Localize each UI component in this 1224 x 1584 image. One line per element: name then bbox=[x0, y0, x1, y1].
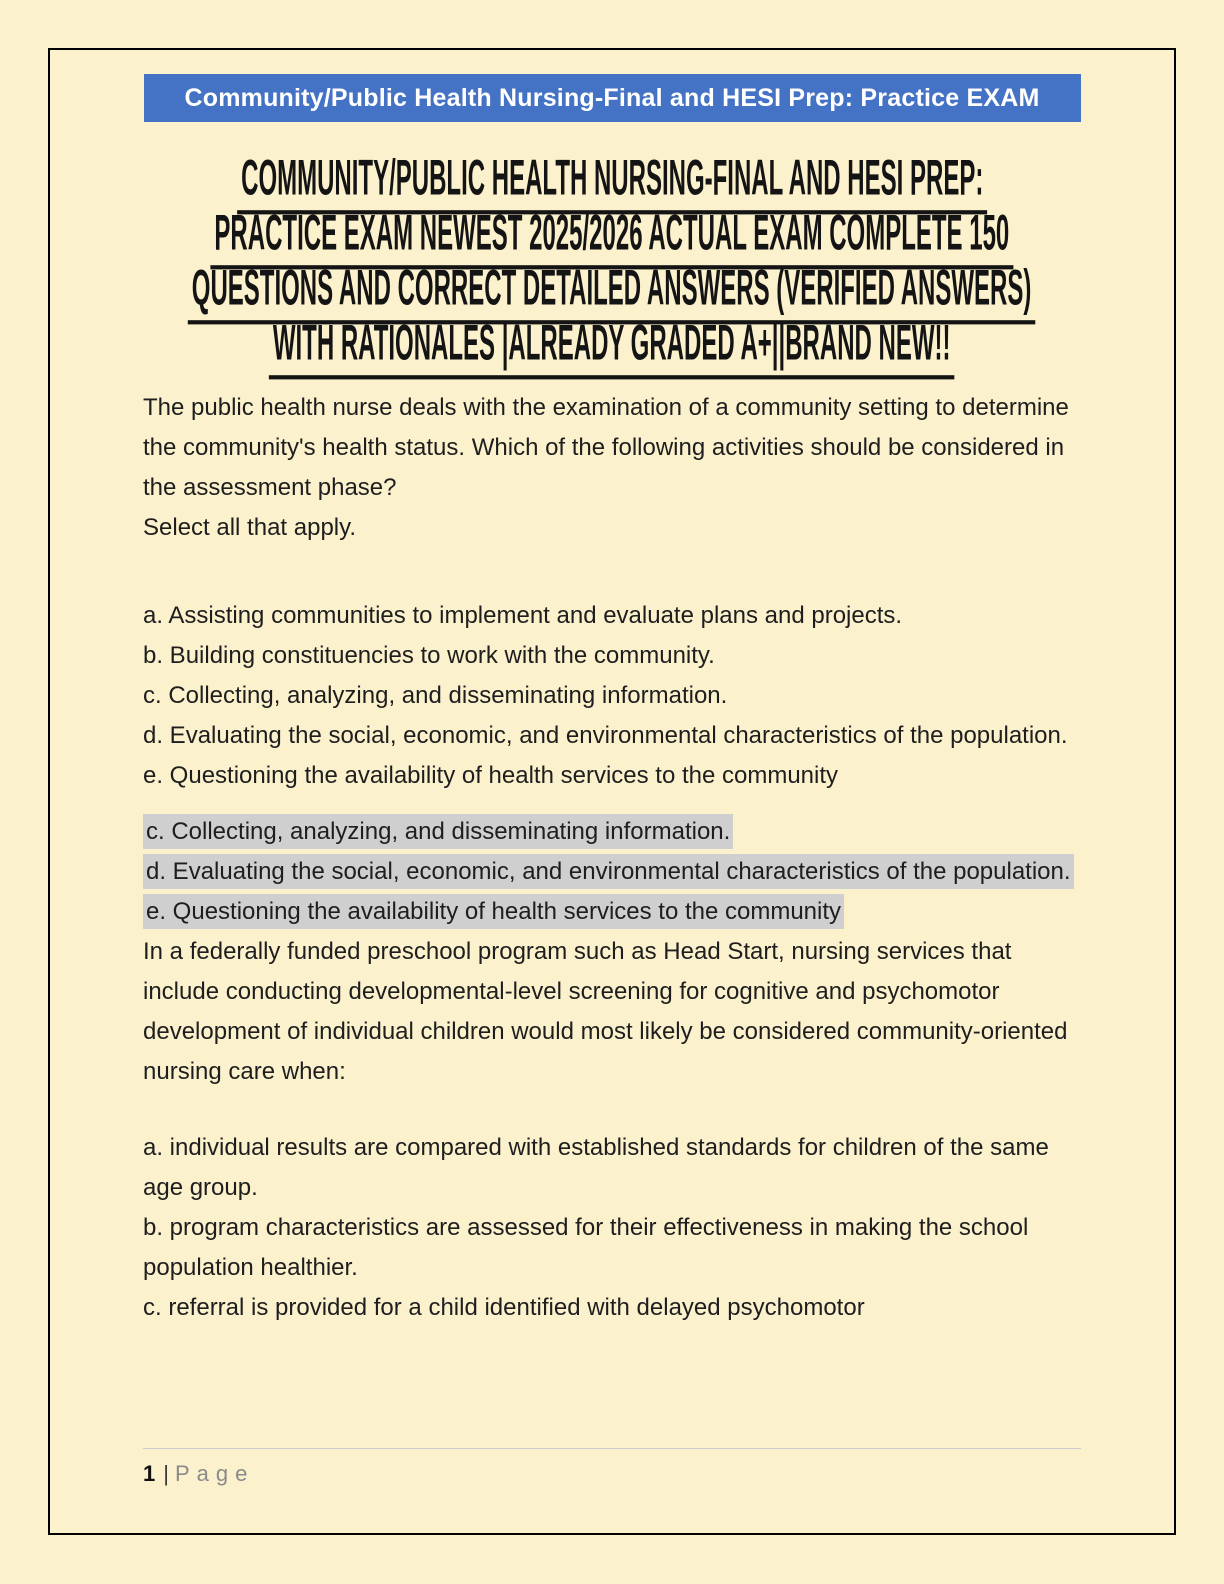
question1-option-e: e. Questioning the availability of health services to the community bbox=[143, 762, 839, 789]
question2-option-a: a. individual results are compared with established standards for children of the same age group. bbox=[143, 1134, 1049, 1201]
question1-correct-answers bbox=[143, 812, 1088, 932]
title-line-4: WITH RATIONALES |ALREADY GRADED A+||BRAND NEW!! bbox=[50, 319, 1174, 374]
footer-label: Page bbox=[174, 1461, 255, 1486]
page-footer bbox=[143, 1448, 1081, 1487]
footer-separator: | bbox=[163, 1461, 169, 1486]
page-border bbox=[48, 48, 1176, 1535]
question1-stem: The public health nurse deals with the examination of a community setting to determine the community's health status. Which of the following activities should be considered in the assessment phase? bbox=[143, 394, 1069, 501]
document-body bbox=[143, 388, 1088, 1328]
answer-line: c. Collecting, analyzing, and disseminating information. bbox=[143, 812, 1088, 852]
question1-option-a: a. Assisting communities to implement and evaluate plans and projects. bbox=[143, 602, 903, 629]
question1-instruction: Select all that apply. bbox=[143, 514, 357, 541]
title-line-1: COMMUNITY/PUBLIC HEALTH NURSING-FINAL AND HESI PREP: bbox=[50, 154, 1174, 209]
question2-stem: In a federally funded preschool program such as Head Start, nursing services that include conducting developmental-level screening for cognitive and psychomotor development of individual children would most likely be considered community-oriented nursing care when: bbox=[143, 938, 1068, 1085]
question1-options bbox=[143, 596, 1088, 796]
header-banner bbox=[144, 74, 1081, 122]
question1-option-b: b. Building constituencies to work with the community. bbox=[143, 642, 715, 669]
title-line-3: QUESTIONS AND CORRECT DETAILED ANSWERS (VERIFIED ANSWERS) bbox=[50, 264, 1174, 319]
banner-title: Community/Public Health Nursing-Final and HESI Prep: Practice EXAM bbox=[184, 83, 1040, 112]
question2-option-b: b. program characteristics are assessed for their effectiveness in making the school population healthier. bbox=[143, 1214, 1029, 1281]
question2-option-c: c. referral is provided for a child identified with delayed psychomotor bbox=[143, 1294, 865, 1321]
question2-options bbox=[143, 1128, 1088, 1328]
answer-line: e. Questioning the availability of health services to the community bbox=[143, 892, 1088, 932]
question1-option-c: c. Collecting, analyzing, and disseminating information. bbox=[143, 682, 728, 709]
page-number: 1 bbox=[143, 1461, 156, 1486]
question1-option-d: d. Evaluating the social, economic, and environmental characteristics of the population. bbox=[143, 722, 1068, 749]
title-line-2: PRACTICE EXAM NEWEST 2025/2026 ACTUAL EXAM COMPLETE 150 bbox=[50, 209, 1174, 264]
document-title bbox=[50, 149, 1174, 374]
answer-line: d. Evaluating the social, economic, and environmental characteristics of the population. bbox=[143, 852, 1088, 892]
